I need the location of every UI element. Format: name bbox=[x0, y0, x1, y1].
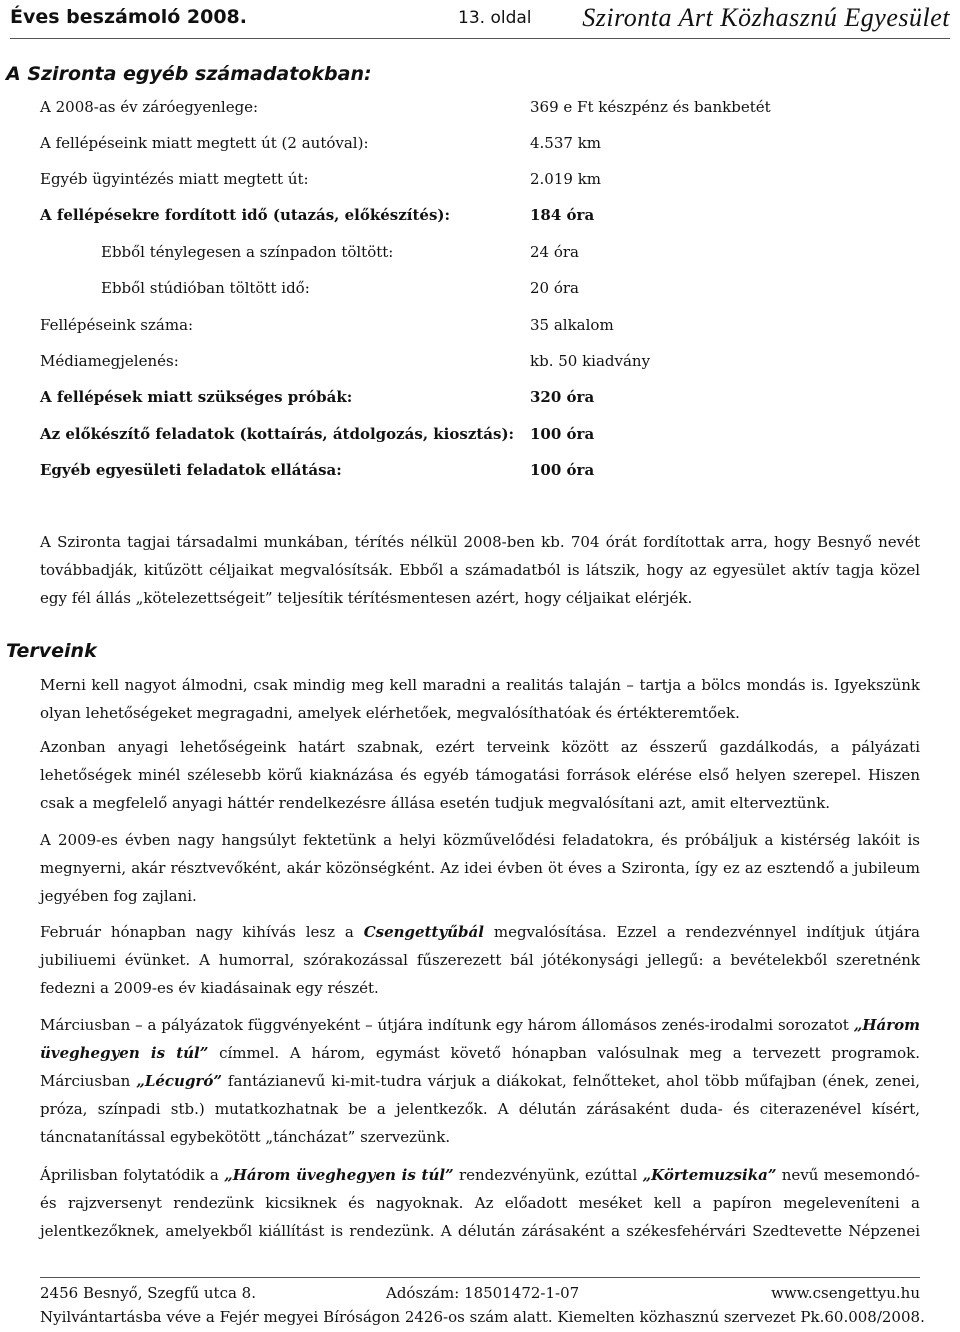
stat-value: 100 óra bbox=[530, 425, 595, 443]
page-header bbox=[10, 0, 950, 39]
stat-row bbox=[0, 425, 960, 449]
p6-text-a: Áprilisban folytatódik a bbox=[40, 1166, 225, 1184]
stat-value: 100 óra bbox=[530, 461, 595, 479]
stat-row bbox=[0, 243, 960, 267]
stat-row bbox=[0, 206, 960, 230]
report-title: Éves beszámoló 2008. bbox=[10, 6, 247, 28]
event-name-kortemuzsika: „Körtemuzsika” bbox=[642, 1166, 777, 1184]
stat-row bbox=[0, 388, 960, 412]
stat-row bbox=[0, 98, 960, 122]
page-footer bbox=[40, 1277, 925, 1332]
stat-label: Ebből stúdióban töltött idő: bbox=[101, 279, 310, 297]
stat-label: Ebből ténylegesen a színpadon töltött: bbox=[101, 243, 394, 261]
stat-label: Egyéb egyesületi feladatok ellátása: bbox=[40, 461, 342, 479]
stat-label: Fellépéseink száma: bbox=[40, 316, 194, 334]
stat-row bbox=[0, 170, 960, 194]
event-name-harom-uveghegyen-2: „Három üveghegyen is túl” bbox=[224, 1166, 454, 1184]
stat-value: 35 alkalom bbox=[530, 316, 614, 334]
stat-row bbox=[0, 461, 960, 485]
footer-website: www.csengettyu.hu bbox=[771, 1284, 920, 1302]
stat-row bbox=[0, 352, 960, 376]
page-number: 13. oldal bbox=[458, 8, 532, 28]
stat-row bbox=[0, 279, 960, 303]
event-name-csengettyubal: Csengettyűbál bbox=[363, 923, 484, 941]
stat-value: 2.019 km bbox=[530, 170, 602, 188]
event-name-harom-uveghegyen: „Három üveghegyen is túl” bbox=[40, 1016, 920, 1062]
p5-text-a: Márciusban – a pályázatok függvényeként – útjára indítunk egy három állomásos zenés-irodalmi sorozatot bbox=[40, 1016, 854, 1034]
p6-text-c: rendezvényünk, ezúttal bbox=[453, 1166, 643, 1184]
stat-label: Médiamegjelenés: bbox=[40, 352, 179, 370]
p6-text-e: nevű mesemondó- és rajzversenyt rendezünk kicsiknek és nagyoknak. Az előadott meséket kell a papíron megeleveníteni a jelentkezőknek, amelyekből kiállítást is rendezünk. A délután zárásaként a székesfehérvári Szedtevette Népzenei bbox=[40, 1166, 920, 1240]
plans-paragraph-3: A 2009-es évben nagy hangsúlyt fektetünk a helyi közművelődési feladatokra, és próbáljuk a kistérség lakóit is megnyerni, akár résztvevőként, akár közönségként. Az idei évben öt éves a Szironta, így ez az esztendő a jubileum jegyében fog zajlani. bbox=[40, 831, 920, 905]
stat-value: 369 e Ft készpénz és bankbetét bbox=[530, 98, 771, 116]
stat-row bbox=[0, 134, 960, 158]
p4-text-a: Február hónapban nagy kihívás lesz a bbox=[40, 923, 364, 941]
plans-paragraph-5 bbox=[40, 1011, 920, 1151]
plans-section-title: Terveink bbox=[6, 640, 97, 662]
stat-value: 20 óra bbox=[530, 279, 579, 297]
stat-value: 320 óra bbox=[530, 388, 595, 406]
stat-value: 4.537 km bbox=[530, 134, 602, 152]
p5-text-c: címmel. A három, egymást követő hónapban valósulnak meg a tervezett programok. Márciusban bbox=[40, 1044, 920, 1090]
stat-label: A fellépések miatt szükséges próbák: bbox=[40, 388, 353, 406]
stat-value: kb. 50 kiadvány bbox=[530, 352, 651, 370]
p5-text-e: fantázianevű ki-mit-tudra várjuk a diákokat, felnőtteket, ahol több műfajban (ének, zenei, próza, színpadi stb.) mutatkozhatnak be a jelentkezők. A délután zárásaként duda- és citerazenével kísért, táncnatanítással egybekötött „táncházat” szervezünk. bbox=[40, 1072, 920, 1146]
stat-label: Az előkészítő feladatok (kottaírás, átdolgozás, kiosztás): bbox=[40, 425, 515, 443]
plans-paragraph-1: Merni kell nagyot álmodni, csak mindig meg kell maradni a realitás talaján – tartja a bölcs mondás is. Igyekszünk olyan lehetőségeket megragadni, amelyek elérhetőek, megvalósíthatóak és értékteremtőek. bbox=[40, 676, 920, 722]
organization-name: Szironta Art Közhasznú Egyesület bbox=[582, 3, 950, 32]
event-name-lecugro: „Lécugró” bbox=[136, 1072, 222, 1090]
plans-paragraph-4 bbox=[40, 918, 920, 1002]
stats-section-title: A Szironta egyéb számadatokban: bbox=[6, 63, 372, 85]
stat-label: A 2008-as év záróegyenlege: bbox=[40, 98, 259, 116]
summary-paragraph: A Szironta tagjai társadalmi munkában, térítés nélkül 2008-ben kb. 704 órát fordítottak arra, hogy Besnyő nevét továbbadják, kitűzött céljaikat megvalósítsák. Ebből a számadatból is látszik, hogy az egyesület aktív tagja közel egy fél állás „kötelezettségeit” teljesítik térítésmentesen azért, hogy céljaikat elérjék. bbox=[40, 533, 920, 607]
p4-text-c: megvalósítása. Ezzel a rendezvénnyel indítjuk útjára jubiliuemi évünket. A humorral, szórakozással fűszerezett bál jótékonysági jellegű: a bevételekből szeretnénk fedezni a 2009-es év kiadásainak egy részét. bbox=[40, 923, 920, 997]
footer-registration: Nyilvántartásba véve a Fejér megyei Bíróságon 2426-os szám alatt. Kiemelten közhasznú szervezet Pk.60.008/2008. bbox=[40, 1308, 925, 1326]
stat-label: A fellépésekre fordított idő (utazás, előkészítés): bbox=[40, 206, 451, 224]
plans-paragraph-2: Azonban anyagi lehetőségeink határt szabnak, ezért terveink között az ésszerű gazdálkodás, a pályázati lehetőségek minél szélesebb körű kiaknázása és egyéb támogatási források elérése első helyen szerepel. Hiszen csak a megfelelő anyagi háttér rendelkezésre állása esetén tudjuk megvalósítani azt, amit elterveztünk. bbox=[40, 738, 920, 812]
footer-tax-number: Adószám: 18501472-1-07 bbox=[386, 1284, 580, 1302]
stat-value: 184 óra bbox=[530, 206, 595, 224]
stat-row bbox=[0, 316, 960, 340]
stat-label: Egyéb ügyintézés miatt megtett út: bbox=[40, 170, 309, 188]
stat-label: A fellépéseink miatt megtett út (2 autóval): bbox=[40, 134, 369, 152]
stat-value: 24 óra bbox=[530, 243, 579, 261]
plans-paragraph-6 bbox=[40, 1161, 920, 1245]
footer-address: 2456 Besnyő, Szegfű utca 8. bbox=[40, 1284, 256, 1302]
